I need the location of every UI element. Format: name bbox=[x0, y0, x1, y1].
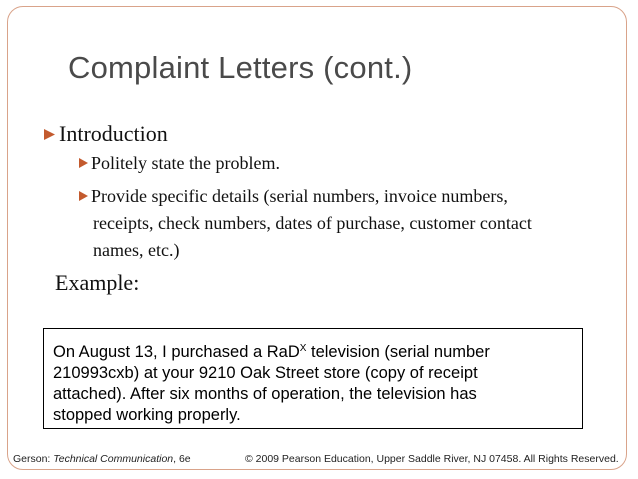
example-box bbox=[43, 328, 583, 429]
footer-author: Gerson: bbox=[13, 453, 54, 465]
example-line-4: stopped working properly. bbox=[53, 406, 241, 424]
bullet-arrow-icon bbox=[79, 191, 88, 201]
footer-book-title: Technical Communication bbox=[53, 453, 174, 465]
example-line-2: 210993cxb) at your 9210 Oak Street store (copy of receipt bbox=[53, 364, 478, 382]
footer-copyright: © 2009 Pearson Education, Upper Saddle River, NJ 07458. All Rights Reserved. bbox=[245, 453, 619, 465]
example-line-1-rest: television (serial number bbox=[306, 343, 490, 361]
example-line-3: attached). After six months of operation, the television has bbox=[53, 385, 477, 403]
example-label: Example: bbox=[55, 270, 140, 295]
footer-edition: , 6e bbox=[173, 453, 191, 465]
example-superscript: X bbox=[299, 343, 307, 354]
bullet-politely-state-text: Politely state the problem. bbox=[91, 153, 280, 173]
bullet-specific-details-line3: names, etc.) bbox=[93, 240, 180, 260]
bullet-specific-details-line1: Provide specific details (serial numbers, invoice numbers, bbox=[91, 186, 508, 206]
bullet-politely-state bbox=[79, 150, 599, 177]
bullet-arrow-icon bbox=[79, 158, 88, 168]
bullet-arrow-icon bbox=[44, 129, 55, 140]
bullet-specific-details-line2: receipts, check numbers, dates of purchase, customer contact bbox=[93, 213, 532, 233]
example-line-1-start: On August 13, I purchased a RaD bbox=[53, 343, 300, 361]
bullet-specific-details bbox=[79, 183, 599, 264]
bullet-introduction-text: Introduction bbox=[59, 121, 168, 146]
footer-citation bbox=[13, 453, 191, 465]
example-line-1 bbox=[53, 338, 572, 363]
bullet-introduction bbox=[44, 121, 168, 147]
slide-title: Complaint Letters (cont.) bbox=[68, 50, 413, 85]
